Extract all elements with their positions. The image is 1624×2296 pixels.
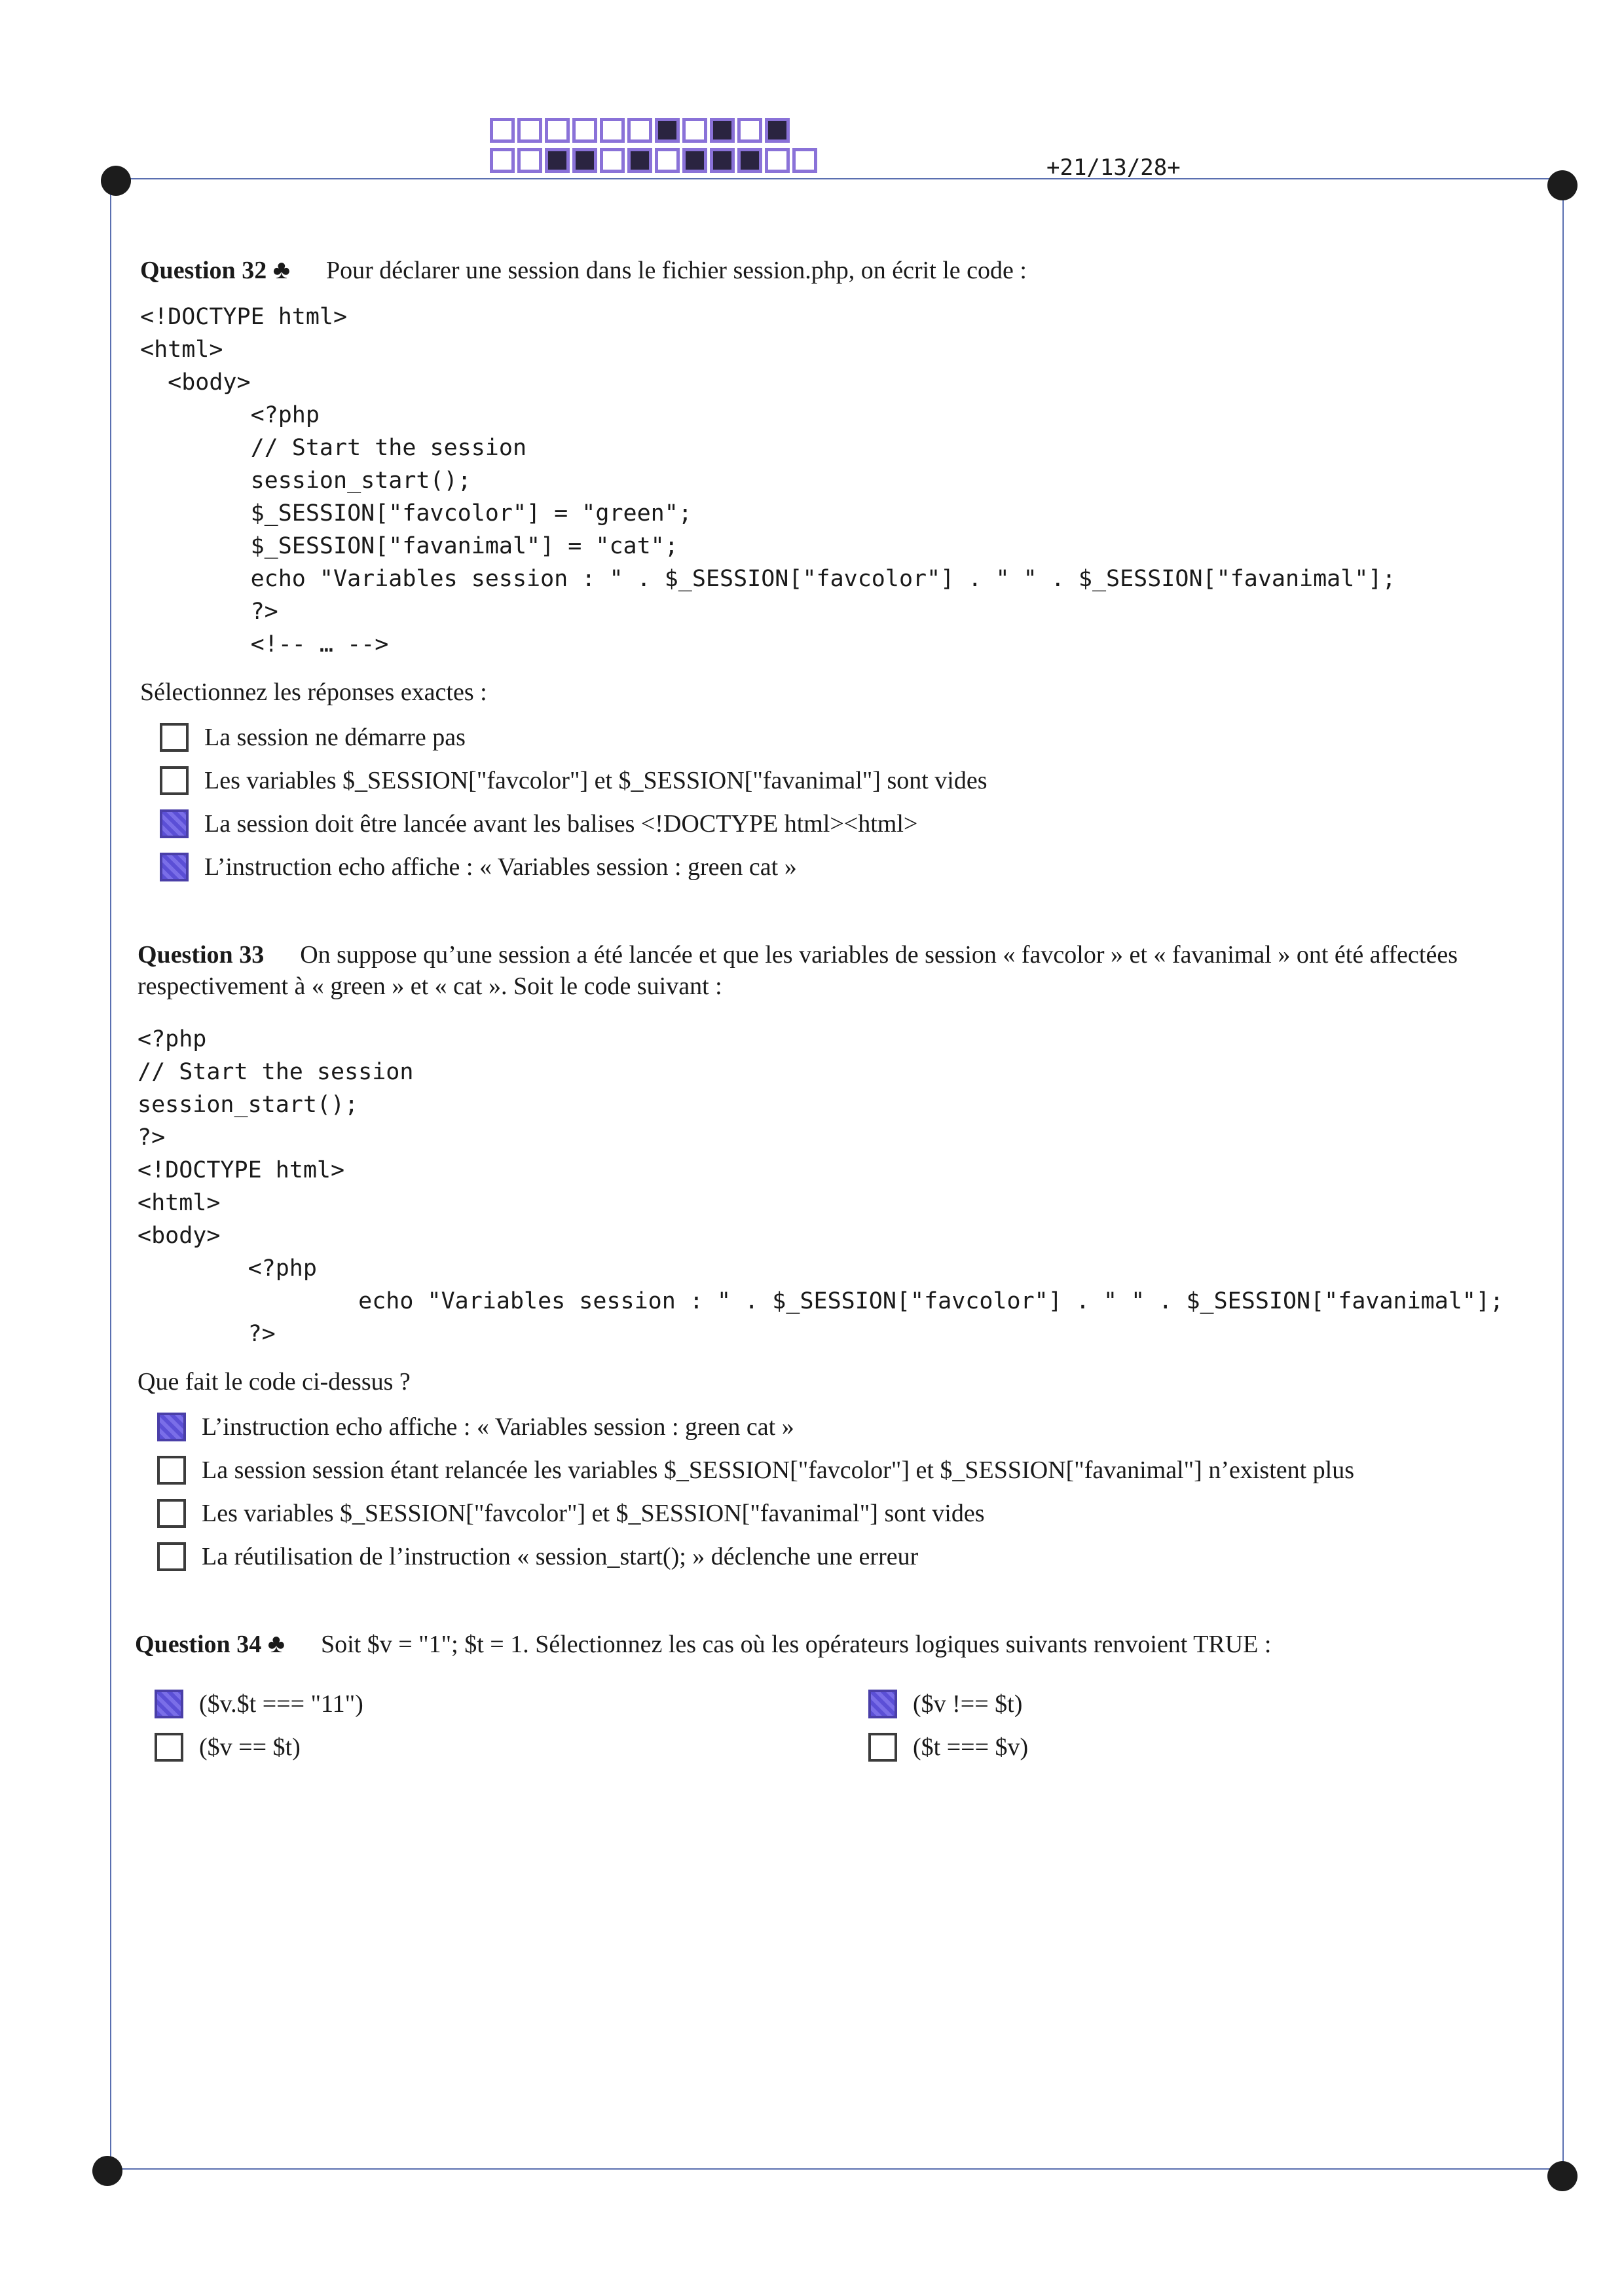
- question-33-answers: [157, 1405, 1552, 1578]
- question-33: [138, 939, 1552, 1578]
- barcode-cell: [545, 118, 570, 143]
- corner-marker-top-right: [1547, 170, 1578, 200]
- question-33-prompt: Que fait le code ci-dessus ?: [138, 1368, 411, 1396]
- answer-label: La session ne démarre pas: [204, 724, 466, 751]
- barcode-cell: [792, 148, 817, 173]
- answer-option[interactable]: [155, 1682, 868, 1726]
- answer-label: ($v.$t === "11"): [199, 1690, 363, 1718]
- answer-label: ($v !== $t): [913, 1690, 1023, 1718]
- barcode-cell: [710, 118, 735, 143]
- checkbox[interactable]: [868, 1690, 897, 1718]
- answer-option[interactable]: [157, 1535, 1552, 1578]
- checkbox[interactable]: [157, 1456, 186, 1485]
- answer-option[interactable]: [157, 1405, 1552, 1449]
- checkbox[interactable]: [155, 1733, 183, 1762]
- barcode-cell: [710, 148, 735, 173]
- answer-label: ($t === $v): [913, 1733, 1029, 1761]
- barcode-cell: [682, 118, 707, 143]
- barcode-cell: [627, 148, 652, 173]
- frame-right-line: [1562, 181, 1564, 2169]
- question-33-number: Question 33: [138, 941, 265, 969]
- question-32: [140, 254, 1548, 889]
- barcode-cell: [600, 148, 625, 173]
- checkbox[interactable]: [160, 766, 189, 795]
- frame-top-line: [110, 178, 1565, 179]
- question-32-code: <!DOCTYPE html> <html> <body> <?php // Start the session session_start(); $_SESSION["favcolor"] = "green"; $_SESSION["favanimal"] = "cat"; echo "Variables session : " . $_SESSION["favcolor"] . " " . $_SESSION["favanimal"]; ?> <!-- … -->: [140, 304, 1396, 657]
- answer-label: La réutilisation de l’instruction « session_start(); » déclenche une erreur: [202, 1543, 919, 1570]
- answer-label: L’instruction echo affiche : « Variables session : green cat »: [204, 853, 797, 881]
- barcode-cell: [737, 118, 762, 143]
- question-33-header: [138, 939, 1552, 1002]
- answer-option[interactable]: [868, 1682, 1523, 1726]
- question-32-number: Question 32: [140, 257, 267, 284]
- checkbox[interactable]: [160, 723, 189, 752]
- barcode-cell: [517, 118, 542, 143]
- answer-label: L’instruction echo affiche : « Variables session : green cat »: [202, 1413, 794, 1441]
- barcode-cell: [627, 118, 652, 143]
- frame-left-line: [110, 178, 111, 2169]
- barcode-cell: [517, 148, 542, 173]
- question-34-header: [135, 1628, 1549, 1659]
- question-34-answers: [155, 1682, 1549, 1769]
- barcode-cell: [490, 118, 515, 143]
- answer-option[interactable]: [157, 1492, 1552, 1535]
- checkbox[interactable]: [157, 1499, 186, 1528]
- answer-label: Les variables $_SESSION["favcolor"] et $_SESSION["favanimal"] sont vides: [202, 1500, 985, 1527]
- checkbox[interactable]: [868, 1733, 897, 1762]
- question-32-header: [140, 254, 1548, 285]
- barcode-cell: [572, 148, 597, 173]
- frame-bottom-line: [107, 2168, 1565, 2170]
- question-32-answers: [160, 716, 1548, 889]
- answer-label: La session doit être lancée avant les balises <!DOCTYPE html><html>: [204, 810, 918, 838]
- barcode-cell: [765, 118, 790, 143]
- corner-marker-bottom-left: [92, 2156, 122, 2186]
- answer-option[interactable]: [155, 1726, 868, 1769]
- checkbox[interactable]: [157, 1542, 186, 1571]
- barcode-cell: [737, 148, 762, 173]
- barcode-cell: [655, 148, 680, 173]
- barcode-cell: [490, 148, 515, 173]
- answer-option[interactable]: [160, 759, 1548, 802]
- answer-label: Les variables $_SESSION["favcolor"] et $_SESSION["favanimal"] sont vides: [204, 767, 987, 794]
- question-33-code: <?php // Start the session session_start(); ?> <!DOCTYPE html> <html> <body> <?php echo "Variables session : " . $_SESSION["favcolor"] . " " . $_SESSION["favanimal"]; ?>: [138, 1026, 1504, 1347]
- barcode-cell: [655, 118, 680, 143]
- question-34-number: Question 34: [135, 1631, 262, 1658]
- question-32-text: Pour déclarer une session dans le fichier session.php, on écrit le code :: [325, 257, 1027, 284]
- answer-label: La session session étant relancée les variables $_SESSION["favcolor"] et $_SESSION["favanimal"] n’existent plus: [202, 1456, 1355, 1484]
- checkbox[interactable]: [155, 1690, 183, 1718]
- corner-marker-top-left: [101, 166, 131, 196]
- barcode-cell: [545, 148, 570, 173]
- answer-option[interactable]: [160, 802, 1548, 845]
- sheet-id: +21/13/28+: [1046, 155, 1181, 181]
- checkbox[interactable]: [160, 853, 189, 881]
- answer-option[interactable]: [160, 845, 1548, 889]
- club-icon: ♣: [272, 255, 290, 284]
- answer-option[interactable]: [868, 1726, 1523, 1769]
- checkbox[interactable]: [157, 1413, 186, 1441]
- barcode-cell: [682, 148, 707, 173]
- answer-option[interactable]: [160, 716, 1548, 759]
- barcode-cell: [765, 148, 790, 173]
- answer-label: ($v == $t): [199, 1733, 301, 1761]
- club-icon: ♣: [267, 1629, 285, 1658]
- answer-option[interactable]: [157, 1449, 1552, 1492]
- corner-marker-bottom-right: [1547, 2161, 1578, 2191]
- checkbox[interactable]: [160, 809, 189, 838]
- barcode-cell: [600, 118, 625, 143]
- question-33-text: On suppose qu’une session a été lancée et que les variables de session « favcolor » et « favanimal » ont été affectées respectivement à « green » et « cat ». Soit le code suivant :: [138, 941, 1458, 1000]
- barcode-row-2: [490, 148, 817, 173]
- barcode-cell: [572, 118, 597, 143]
- question-34-text: Soit $v = "1"; $t = 1. Sélectionnez les cas où les opérateurs logiques suivants renvoient TRUE :: [320, 1631, 1272, 1658]
- barcode-row-1: [490, 118, 790, 143]
- question-32-prompt: Sélectionnez les réponses exactes :: [140, 678, 487, 706]
- question-34: [135, 1628, 1549, 1769]
